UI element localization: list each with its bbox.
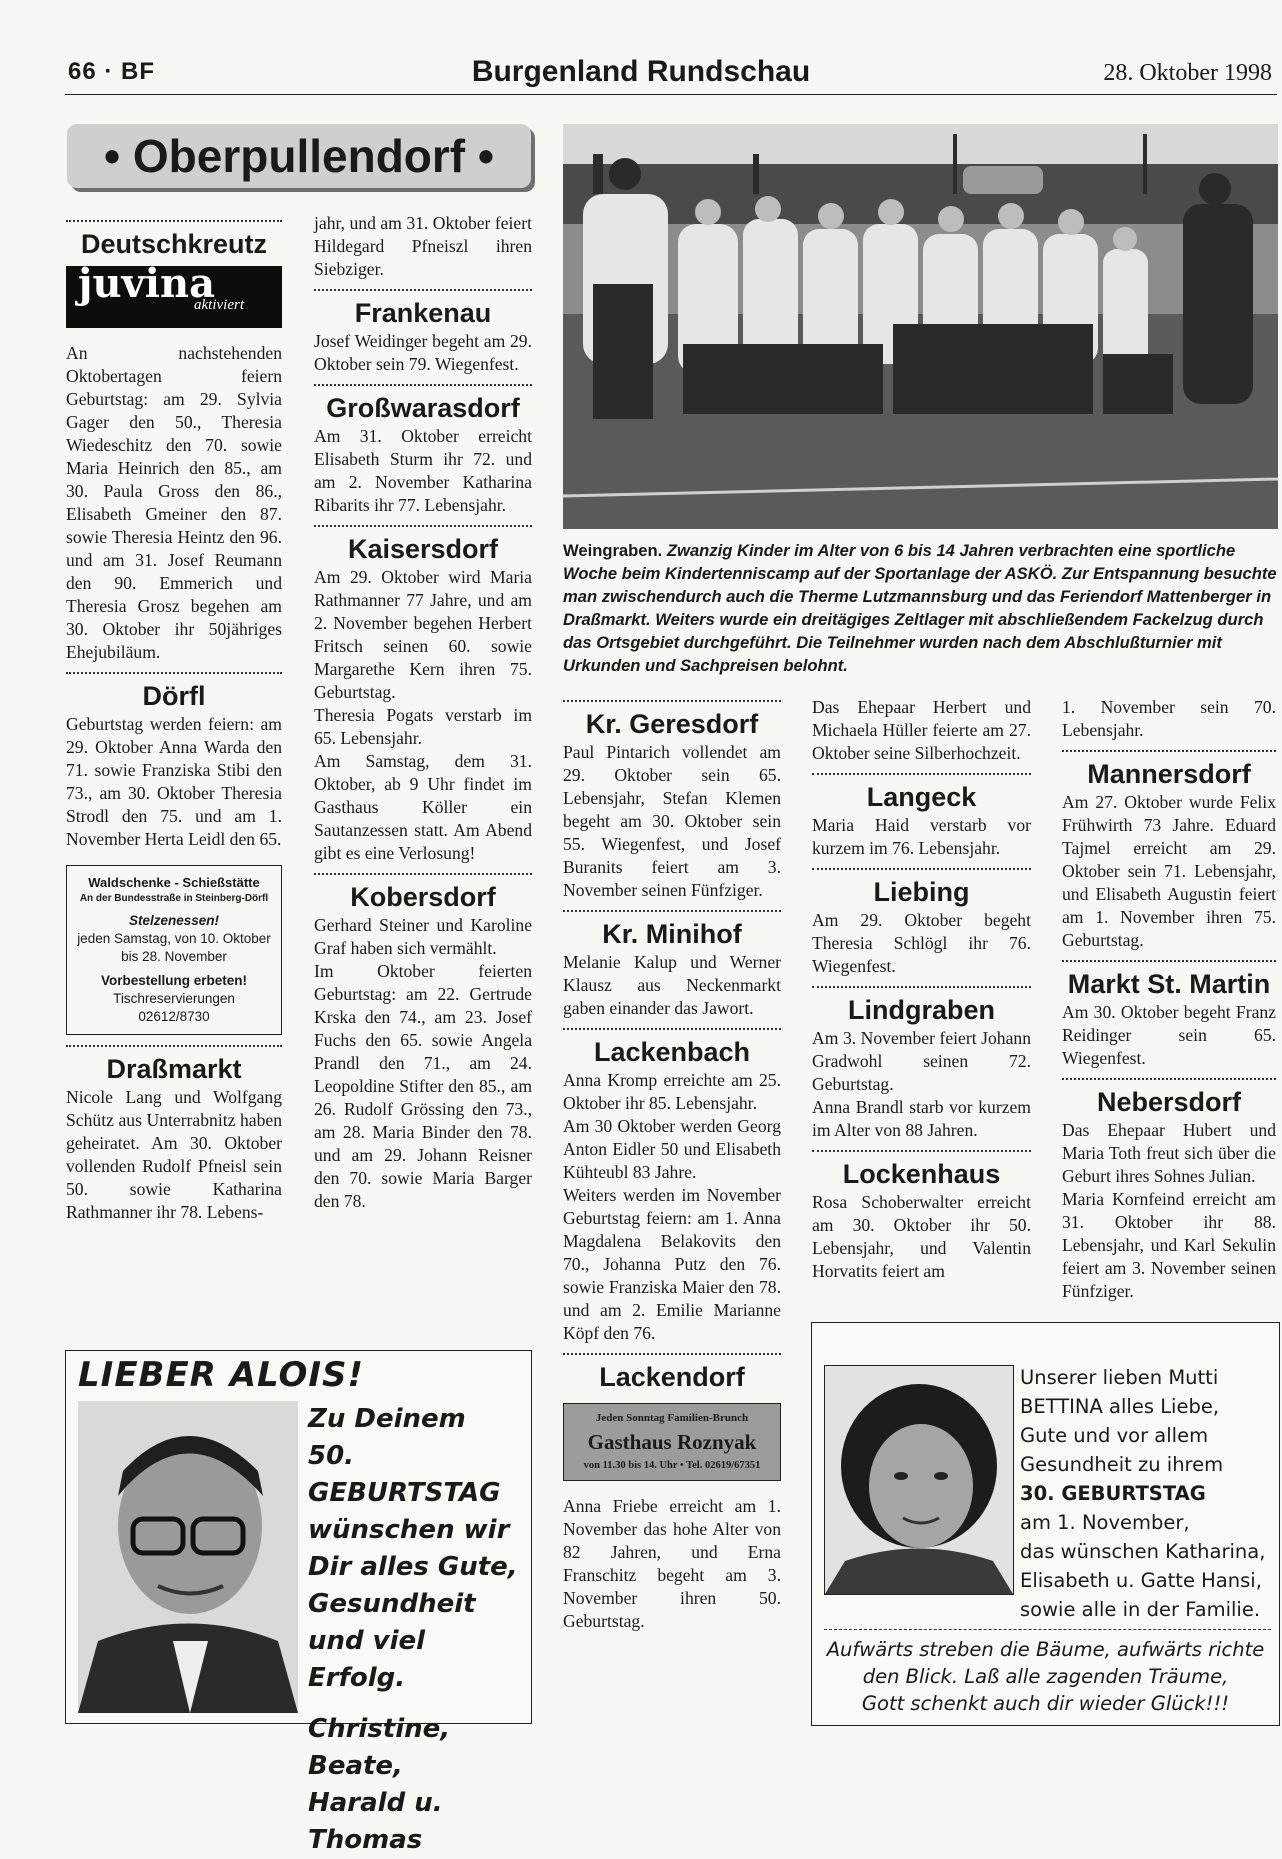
divider <box>1062 960 1276 962</box>
article-text: Anna Kromp erreichte am 25. Oktober ihr 85. Lebensjahr. <box>563 1070 781 1113</box>
town-heading: Dörfl <box>142 681 206 711</box>
article-text: Das Ehepaar Herbert und Michaela Hüller feierte am 27. Oktober seine Silberhochzeit. <box>812 697 1031 763</box>
tennis-camp-photo <box>563 124 1278 529</box>
photo-caption <box>563 539 1278 677</box>
town-heading: Großwarasdorf <box>326 393 520 423</box>
article-text: Paul Pintarich vollendet am 29. Oktober sein 65. Lebensjahr, Stefan Klemen begeht am 30. Oktober sein 55. Wiegenfest, und Josef Buranits feiert am 3. November seinen Fünfziger. <box>563 742 781 900</box>
article-text: Am 27. Oktober wurde Felix Frühwirth 73 Jahre. Eduard Tajmel erreicht am 29. Oktober sein 71. Lebensjahr, und Elisabeth Augustin feiert am 1. November ihren 75. Geburtstag. <box>1062 792 1276 950</box>
divider <box>824 1629 1271 1630</box>
town-heading: Lockenhaus <box>842 1159 1001 1189</box>
article-text: Am 3. November feiert Johann Gradwohl seinen 72. Geburtstag. <box>812 1028 1031 1094</box>
town-heading: Kobersdorf <box>350 882 496 912</box>
column-3 <box>563 692 781 1633</box>
alois-birthday-ad <box>65 1350 532 1855</box>
divider <box>314 384 532 386</box>
divider <box>812 986 1031 988</box>
article-text: Am Samstag, dem 31. Oktober, ab 9 Uhr findet im Gasthaus Köller ein Sautanzessen statt. Am Abend gibt es eine Verlosung! <box>314 751 532 863</box>
header-rule <box>65 94 1277 95</box>
column-4 <box>812 696 1031 1283</box>
town-heading: Lackenbach <box>593 1037 751 1067</box>
column-5 <box>1062 696 1276 1303</box>
article-text: Anna Brandl starb vor kurzem im Alter von 88 Jahren. <box>812 1097 1031 1140</box>
town-heading: Mannersdorf <box>1087 759 1251 789</box>
divider <box>563 1353 781 1355</box>
article-text: Maria Haid verstarb vor kurzem im 76. Lebensjahr. <box>812 815 1031 858</box>
article-text: Rosa Schoberwalter erreicht am 30. Oktober ihr 50. Lebensjahr, und Valentin Horvatits feiert am <box>812 1192 1031 1281</box>
town-heading: Langeck <box>866 782 977 812</box>
town-heading: Kr. Minihof <box>602 919 742 949</box>
juvina-logo: juvina aktiviert <box>66 266 282 328</box>
divider <box>563 1028 781 1030</box>
divider <box>563 700 781 702</box>
article-text: Das Ehepaar Hubert und Maria Toth freut sich über die Geburt ihres Sohnes Julian. <box>1062 1120 1276 1186</box>
page-number: 66 · BF <box>68 58 156 85</box>
article-text: Maria Kornfeind erreicht am 31. Oktober ihr 88. Lebensjahr, und Karl Sekulin feiert am 3. November seinen Fünfziger. <box>1062 1189 1276 1301</box>
town-heading: Draßmarkt <box>106 1054 242 1084</box>
article-text: Am 31. Oktober erreicht Elisabeth Sturm ihr 72. und am 2. November Katharina Ribarits ihr 77. Lebensjahr. <box>314 426 532 515</box>
article-text: Gerhard Steiner und Karoline Graf haben sich vermählt. <box>314 915 532 958</box>
article-text: Am 29. Oktober begeht Theresia Schlögl ihr 76. Wiegenfest. <box>812 910 1031 976</box>
article-text: Geburtstag werden feiern: am 29. Oktober Anna Warda den 71. sowie Franziska Stibi den 73., am 30. Oktober Theresia Strodl den 75. und am 1. November Herta Leidl den 65. <box>66 714 282 849</box>
article-text: 1. November sein 70. Lebensjahr. <box>1062 697 1276 740</box>
article-text: Am 30. Oktober begeht Franz Reidinger sein 65. Wiegenfest. <box>1062 1002 1276 1068</box>
divider <box>66 1045 282 1047</box>
town-heading: Lindgraben <box>848 995 995 1025</box>
town-heading: Kaisersdorf <box>347 534 499 564</box>
town-heading: Frankenau <box>354 298 492 328</box>
article-text: Im Oktober feierten Geburtstag: am 22. Gertrude Krska den 74., am 23. Josef Fuchs den 65. sowie Angela Prandl den 71., am 24. Leopoldine Stifter den 85., am 26. Rudolf Grössing den 73., am 28. Maria Binder den 78. und am 29. Johann Reisner den 70. sowie Maria Barger den 78. <box>314 961 532 1211</box>
divider <box>314 873 532 875</box>
divider <box>1062 1078 1276 1080</box>
divider <box>314 525 532 527</box>
column-2 <box>314 212 532 1213</box>
column-1 <box>66 214 282 1224</box>
ad-message: Unserer lieben Mutti BETTINA alles Liebe, Gute und vor allem Gesundheit zu ihrem 30. GEBURTSTAG am 1. November, das wünschen Katharina, Elisabeth u. Gatte Hansi, sowie alle in der Familie. <box>1020 1366 1266 1621</box>
ad-headline: LIEBER ALOIS! <box>78 1355 365 1395</box>
town-heading: Lackendorf <box>599 1362 745 1392</box>
article-text: Melanie Kalup und Werner Klausz aus Neckenmarkt gaben einander das Jawort. <box>563 952 781 1018</box>
ad-verse: Aufwärts streben die Bäume, aufwärts richte den Blick. Laß alle zagenden Träume, Gott schenkt auch dir wieder Glück!!! <box>826 1638 1265 1715</box>
ad-message: Zu Deinem 50. GEBURTSTAG wünschen wir Dir alles Gute, Gesundheit und viel Erfolg. Christine, Beate, Harald u. Thomas <box>308 1404 518 1855</box>
town-heading: Deutschkreutz <box>80 229 268 259</box>
waldschenke-ad: Waldschenke - Schießstätte An der Bundesstraße in Steinberg-Dörfl Stelzenessen! jeden Samstag, von 10. Oktober bis 28. November Vorbestellung erbeten! Tischreservierungen 02612/8730 <box>66 865 282 1035</box>
article-text: Anna Friebe erreicht am 1. November das hohe Alter von 82 Jahren, und Erna Franschitz begeht am 3. November ihren 50. Geburtstag. <box>563 1496 781 1631</box>
divider <box>66 672 282 674</box>
town-heading: Kr. Geresdorf <box>585 709 759 739</box>
divider <box>812 1150 1031 1152</box>
issue-date: 28. Oktober 1998 <box>1103 60 1272 86</box>
article-text: Am 30 Oktober werden Georg Anton Eidler 50 und Elisabeth Kühteubl 83 Jahre. <box>563 1116 781 1182</box>
divider <box>314 289 532 291</box>
article-text: Weiters werden im November Geburtstag feiern: am 1. Anna Magdalena Belakovits den 70., Johanna Putz den 76. sowie Franziska Maier den 78. und am 2. Emilie Marianne Köpf den 76. <box>563 1185 781 1343</box>
alois-portrait <box>78 1401 298 1713</box>
article-text: An nachstehenden Oktobertagen feiern Geburtstag: am 29. Sylvia Gager den 50., Theresia Wiedeschitz den 70. sowie Maria Heinrich den 85., am 30. Paula Gross den 86., Elisabeth Gmeiner den 87. sowie Theresia Heintz den 96. und am 31. Josef Reumann den 90. Emmerich und Theresia Grosz begehen am 30. Oktober ihr 50jähriges Ehejubiläum. <box>66 343 282 662</box>
divider <box>66 220 282 222</box>
town-heading: Liebing <box>873 877 970 907</box>
caption-text: Zwanzig Kinder im Alter von 6 bis 14 Jahren verbrachten eine sportliche Woche beim Kindertenniscamp auf der Sportanlage der ASKÖ. Zur Entspannung besuchte man zwischendurch auch die Therme Lutzmannsburg und das Feriendorf Mattenberger in Draßmarkt. Weiters wurde ein dreitägiges Zeltlager mit abschließendem Fackelzug durch das Ortsgebiet durchgeführt. Die Teilnehmer wurden nach dem Abschlußturnier mit Urkunden und Sachpreisen belohnt. <box>563 541 1277 675</box>
newspaper-title: Burgenland Rundschau <box>471 55 811 88</box>
bettina-birthday-ad <box>811 1322 1280 1726</box>
town-heading: Nebersdorf <box>1096 1087 1242 1117</box>
roznyak-ad: Jeden Sonntag Familien-Brunch Gasthaus Roznyak von 11.30 bis 14. Uhr • Tel. 02619/67351 <box>563 1403 781 1481</box>
article-text: Nicole Lang und Wolfgang Schütz aus Unterrabnitz haben geheiratet. Am 30. Oktober vollenden Rudolf Pfneisl sein 50. sowie Katharina Rathmanner ihr 78. Lebens- <box>66 1087 282 1222</box>
section-banner: • Oberpullendorf • <box>67 124 531 188</box>
divider <box>812 868 1031 870</box>
article-text: Josef Weidinger begeht am 29. Oktober sein 79. Wiegenfest. <box>314 331 532 374</box>
divider <box>812 773 1031 775</box>
article-text: Theresia Pogats verstarb im 65. Lebensjahr. <box>314 705 532 748</box>
article-text: Am 29. Oktober wird Maria Rathmanner 77 Jahre, und am 2. November begehen Herbert Fritsch seinen 60. sowie Margarethe Kern ihren 75. Geburtstag. <box>314 567 532 702</box>
article-text: jahr, und am 31. Oktober feiert Hildegard Pfneiszl ihren Siebziger. <box>314 213 532 279</box>
town-heading: Markt St. Martin <box>1067 969 1271 999</box>
divider <box>563 910 781 912</box>
divider <box>1062 750 1276 752</box>
caption-place: Weingraben. <box>563 541 663 560</box>
bettina-portrait <box>824 1365 1014 1595</box>
